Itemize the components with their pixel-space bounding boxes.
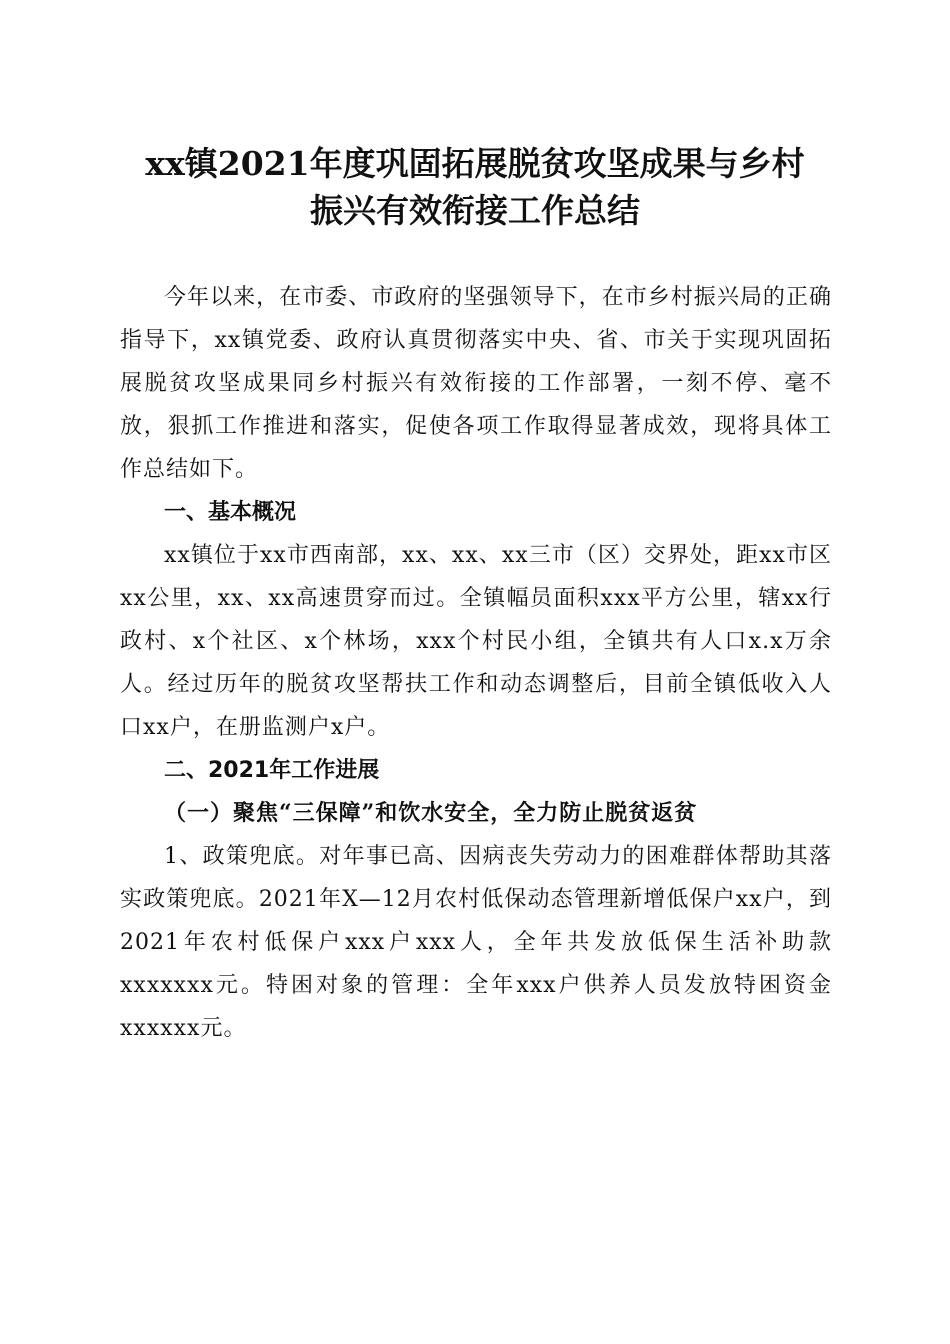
subsection-heading-three-guarantees: （一）聚焦“三保障”和饮水安全，全力防止脱贫返贫 <box>164 800 698 826</box>
document-title <box>80 140 870 234</box>
title-line-2: 振兴有效衔接工作总结 <box>310 191 640 230</box>
title-line-1: xx镇2021年度巩固拓展脱贫攻坚成果与乡村 <box>145 144 805 183</box>
intro-paragraph: 今年以来，在市委、市政府的坚强领导下，在市乡村振兴局的正确指导下，xx镇党委、政府认真贯彻落实中央、省、市关于实现巩固拓展脱贫攻坚成果同乡村振兴有效衔接的工作部署，一刻不停、毫不放，狠抓工作推进和落实，促使各项工作取得显著成效，现将具体工作总结如下。 <box>120 285 832 482</box>
section-heading-work-progress: 二、2021年工作进展 <box>164 758 380 783</box>
document-body <box>120 276 832 1050</box>
policy-support-paragraph: 1、政策兜底。对年事已高、因病丧失劳动力的困难群体帮助其落实政策兜底。2021年X—12月农村低保动态管理新增低保户xx户，到2021年农村低保户xxx户xxx人，全年共发放低保生活补助款xxxxxxx元。特困对象的管理：全年xxx户供养人员发放特困资金xxxxxx元。 <box>120 844 832 1041</box>
section-heading-basic-overview: 一、基本概况 <box>164 500 297 525</box>
basic-overview-paragraph: xx镇位于xx市西南部，xx、xx、xx三市（区）交界处，距xx市区xx公里，xx、xx高速贯穿而过。全镇幅员面积xxx平方公里，辖xx行政村、x个社区、x个林场，xxx个村民小组，全镇共有人口x.x万余人。经过历年的脱贫攻坚帮扶工作和动态调整后，目前全镇低收入人口xx户，在册监测户x户。 <box>120 543 832 740</box>
